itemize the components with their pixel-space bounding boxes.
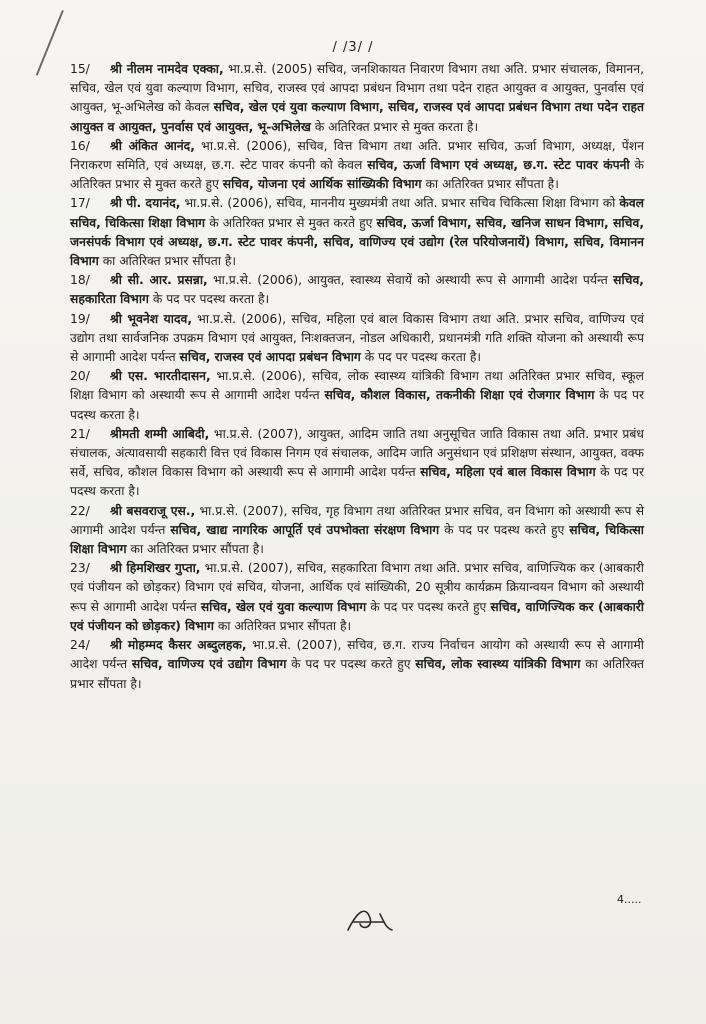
order-list [70, 60, 644, 694]
posting-text: भा.प्र.से. (2005) सचिव, जनशिकायत निवारण विभाग तथा अति. प्रभार संचालक, विमानन, सचिव, खेल एवं युवा कल्याण विभाग, सचिव, राजस्व एवं आपदा प्रबंधन विभाग तथा पदेन राहत आयुक्त व आयुक्त, पुनर्वास एवं आयुक्त, भू-अभिलेख को केवल [70, 62, 644, 115]
order-entry [70, 60, 644, 137]
posting-text-bold: सचिव, राजस्व एवं आपदा प्रबंधन विभाग [179, 350, 361, 365]
order-entry [70, 310, 644, 368]
officer-name: श्री मोहम्मद कैसर अब्दुलहक, [110, 638, 247, 653]
posting-text: के पद पर पदस्थ करता है। [148, 292, 270, 307]
posting-text: के अतिरिक्त प्रभार से मुक्त करते हुए [205, 215, 377, 230]
posting-text-bold: सचिव, ऊर्जा विभाग, सचिव, खनिज साधन विभाग, सचिव, जनसंपर्क विभाग एवं अध्यक्ष, छ.ग. स्टेट पावर कंपनी, सचिव, वाणिज्य एवं उद्योग (रेल परियोजनायें) विभाग, सचिव, विमानन विभाग [70, 215, 644, 269]
posting-text-bold: सचिव, खेल एवं युवा कल्याण विभाग [200, 599, 367, 614]
officer-name: श्री हिमशिखर गुप्ता, [110, 561, 201, 576]
posting-text-bold: सचिव, खाद्य नागरिक आपूर्ति एवं उपभोक्ता संरक्षण विभाग [170, 522, 440, 537]
entry-number: 22/ [70, 503, 90, 518]
entry-number: 18/ [70, 273, 90, 288]
order-entry [70, 559, 644, 636]
posting-text: के अतिरिक्त प्रभार से मुक्त करता है। [310, 119, 479, 134]
officer-name: श्री अंकित आनंद, [110, 138, 195, 153]
posting-text-bold: सचिव, वाणिज्य एवं उद्योग विभाग [131, 657, 287, 672]
posting-text-bold: सचिव, योजना एवं आर्थिक सांख्यिकी विभाग [222, 177, 422, 192]
order-entry [70, 194, 644, 271]
posting-text-bold: सचिव, लोक स्वास्थ्य यांत्रिकी विभाग [415, 657, 581, 672]
posting-text: भा.प्र.से. (2006), आयुक्त, स्वास्थ्य सेवायें को अस्थायी रूप से आगामी आदेश पर्यन्त [207, 273, 614, 288]
posting-text: के पद पर पदस्थ करता है। [70, 388, 645, 422]
order-entry [70, 367, 644, 425]
entry-number: 20/ [70, 369, 90, 384]
posting-text: का अतिरिक्त प्रभार सौंपता है। [421, 177, 559, 192]
posting-text-bold: सचिव, चिकित्सा शिक्षा विभाग [70, 522, 644, 557]
posting-text-bold: सचिव, ऊर्जा विभाग एवं अध्यक्ष, छ.ग. स्टेट पावर कंपनी [367, 158, 630, 173]
posting-text: भा.प्र.से. (2006), सचिव, लोक स्वास्थ्य यांत्रिकी विभाग तथा अतिरिक्त प्रभार सचिव, स्कूल शिक्षा विभाग को अस्थायी रूप से आगामी आदेश पर्यन्त [70, 369, 644, 403]
posting-text: के पद पर पदस्थ करता है। [360, 350, 482, 365]
entry-number: 16/ [70, 138, 90, 153]
entry-number: 19/ [70, 311, 90, 326]
order-entry [70, 271, 644, 309]
posting-text: के पद पर पदस्थ करते हुए [366, 599, 491, 614]
officer-name: श्रीमती शम्मी आबिदी, [110, 426, 210, 441]
entry-number: 21/ [70, 426, 90, 441]
posting-text: भा.प्र.से. (2006), सचिव, वित्त विभाग तथा अति. प्रभार सचिव, ऊर्जा विभाग, अध्यक्ष, पेंशन निराकरण समिति, एवं अध्यक्ष, छ.ग. स्टेट पावर कंपनी को केवल [70, 138, 644, 173]
officer-name: श्री पी. दयानंद, [110, 196, 181, 211]
officer-name: श्री एस. भारतीदासन, [110, 369, 211, 384]
posting-text: का अतिरिक्त प्रभार सौंपता है। [126, 542, 264, 557]
entry-number: 24/ [70, 638, 90, 653]
signature-mark [340, 900, 400, 940]
order-entry [70, 137, 644, 195]
posting-text: भा.प्र.से. (2007), सचिव, गृह विभाग तथा अतिरिक्त प्रभार सचिव, वन विभाग को अस्थायी रूप से आगामी आदेश पर्यन्त [70, 503, 645, 537]
officer-name: श्री नीलम नामदेव एक्का, [110, 62, 224, 76]
posting-text: का अतिरिक्त प्रभार सौंपता है। [213, 618, 352, 633]
posting-text-bold: सचिव, वाणिज्यिक कर (आबकारी एवं पंजीयन को छोड़कर) विभाग [70, 599, 644, 633]
posting-text-bold: सचिव, महिला एवं बाल विकास विभाग [420, 465, 596, 480]
posting-text-bold: केवल सचिव, चिकित्सा शिक्षा विभाग [70, 196, 644, 230]
posting-text: भा.प्र.से. (2007), सचिव, सहकारिता विभाग तथा अति. प्रभार सचिव, वाणिज्यिक कर (आबकारी एवं पंजीयन को छोड़कर) विभाग एवं सचिव, योजना, आर्थिक एवं सांख्यिकी, 20 सूत्रीय कार्यक्रम क्रियान्वयन विभाग को अस्थायी रूप से आगामी आदेश पर्यन्त [70, 561, 644, 614]
posting-text: के अतिरिक्त प्रभार से मुक्त करते हुए [70, 158, 644, 192]
posting-text: भा.प्र.से. (2006), सचिव, माननीय मुख्यमंत्री तथा अति. प्रभार सचिव चिकित्सा शिक्षा विभाग को [180, 196, 620, 211]
posting-text-bold: सचिव, खेल एवं युवा कल्याण विभाग, सचिव, राजस्व एवं आपदा प्रबंधन विभाग तथा पदेन राहत आयुक्त व आयुक्त, पुनर्वास एवं आयुक्त, भू-अभिलेख [70, 100, 644, 134]
posting-text: के पद पर पदस्थ करता है। [70, 465, 644, 499]
posting-text: के पद पर पदस्थ करते हुए [286, 657, 416, 672]
page-number: / /3/ / [332, 40, 374, 55]
posting-text-bold: सचिव, कौशल विकास, तकनीकी शिक्षा एवं रोजगार विभाग [324, 388, 595, 403]
entry-number: 15/ [70, 62, 90, 76]
posting-text-bold: सचिव, सहकारिता विभाग [70, 273, 644, 307]
posting-text: के पद पर पदस्थ करते हुए [439, 522, 570, 537]
order-entry [70, 425, 644, 502]
order-entry [70, 502, 644, 560]
posting-text: का अतिरिक्त प्रभार सौंपता है। [98, 254, 237, 269]
order-entry [70, 636, 644, 694]
officer-name: श्री बसवराजू एस., [110, 503, 196, 518]
posting-text: का अतिरिक्त प्रभार सौंपता है। [70, 657, 644, 691]
officer-name: श्री सी. आर. प्रसन्ना, [110, 273, 208, 288]
posting-text: भा.प्र.से. (2007), आयुक्त, आदिम जाति तथा अनुसूचित जाति विकास तथा अति. प्रभार प्रबंध संचालक, अंत्यावसायी सहकारी वित्त एवं विकास निगम एवं संचालक, आदिम जाति अनुसंधान एवं प्रशिक्षण संस्थान, आयुक्त, वक्फ सर्वे, सचिव, कौशल विकास विभाग को अस्थायी रूप से आगामी आदेश पर्यन्त [70, 426, 644, 480]
continuation-marker: 4..... [617, 893, 642, 906]
posting-text: भा.प्र.से. (2007), सचिव, छ.ग. राज्य निर्वाचन आयोग को अस्थायी रूप से आगामी आदेश पर्यन्त [70, 638, 644, 672]
entry-number: 17/ [70, 196, 90, 211]
posting-text: भा.प्र.से. (2006), सचिव, महिला एवं बाल विकास विभाग तथा अति. प्रभार सचिव, वाणिज्य एवं उद्योग तथा सार्वजनिक उपक्रम विभाग एवं आयुक्त, निःशक्तजन, नोडल अधिकारी, प्रधानमंत्री गति शक्ति योजना को अस्थायी रूप से आगामी आदेश पर्यन्त [70, 311, 645, 365]
officer-name: श्री भूवनेश यादव, [110, 311, 193, 326]
entry-number: 23/ [70, 561, 90, 576]
